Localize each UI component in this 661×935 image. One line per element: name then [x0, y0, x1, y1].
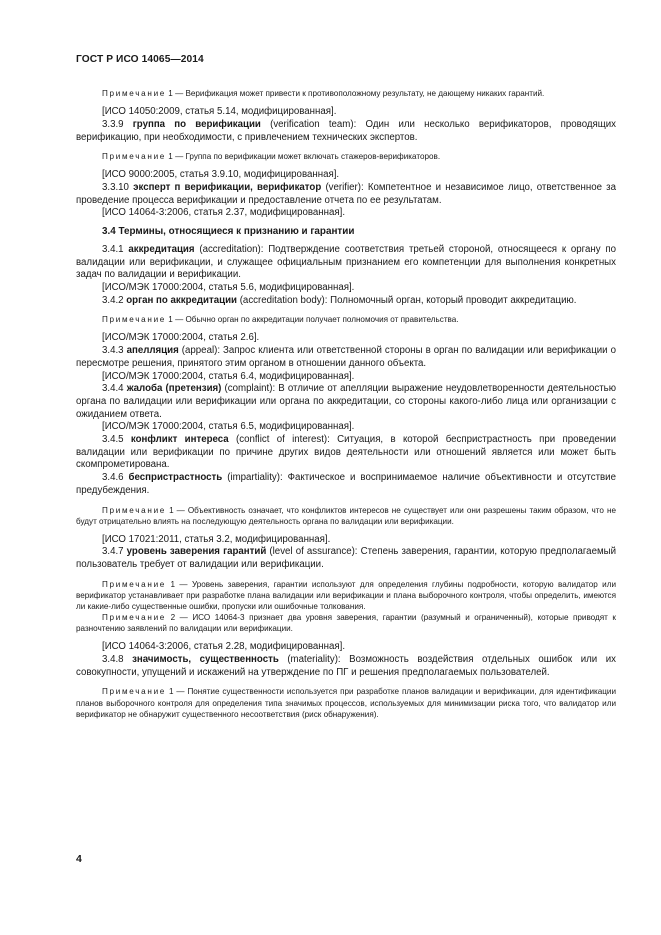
term-3-4-1: 3.4.1 аккредитация (accreditation): Подтверждение соответствия третьей стороной, относящееся к органу по валидации или верификации, и служащее официальным признанием его компетенции для выполнения конкретных задач по валидации и верификации. — [76, 243, 616, 281]
term-name: жалоба (претензия) — [126, 383, 222, 395]
note-label: Примечание — [102, 152, 167, 162]
term-3-4-8: 3.4.8 значимость, существенность (materiality): Возможность воздействия отдельных ошибок или их совокупности, упущений и искажений на утверждение по ПГ и решения предполагаемых пользователей. — [76, 654, 616, 678]
reference: [ИСО/МЭК 17000:2004, статья 2.6]. — [102, 332, 260, 344]
note: Примечание 1 — Понятие существенности используется при разработке планов валидации и верификации, для идентификации планов выборочного контроля для определения типа значимых процессов, используемых для минимизации риска того, что валидатор или верификатор не обнаружит существенного несоответствия (риск обнаружения). — [76, 687, 616, 719]
reference: [ИСО 17021:2011, статья 3.2, модифицированная]. — [102, 533, 331, 545]
term-3-3-10: 3.3.10 эксперт п верификации, верификатор (verifier): Компетентное и независимое лицо, ответственное за проведение процесса верификации и предоставление отчета по ее результатам. — [76, 182, 616, 206]
note-label: Примечание — [102, 613, 167, 623]
note-label: Примечание — [102, 505, 167, 515]
note-label: Примечание — [102, 89, 167, 98]
term-3-4-3: 3.4.3 апелляция (appeal): Запрос клиента или ответственной стороны в орган по валидации или верификации о пересмотре решения, принятого этим органом в отношении данного объекта. — [76, 345, 616, 369]
term-3-4-5: 3.4.5 конфликт интереса (conflict of interest): Ситуация, в которой беспристрастность при проведении валидации или верификации по причине других видов деятельности или отношений является или может быть скомпрометирована. — [76, 434, 616, 471]
reference: [ИСО/МЭК 17000:2004, статья 6.4, модифицированная]. — [102, 370, 355, 382]
reference: [ИСО/МЭК 17000:2004, статья 6.5, модифицированная]. — [102, 421, 355, 433]
term-name: группа по верификации — [132, 118, 261, 130]
note: Примечание 1 — Группа по верификации может включать стажеров-верификаторов. — [102, 152, 441, 162]
page-number: 4 — [76, 853, 82, 865]
note-label: Примечание — [102, 687, 167, 697]
term-name: конфликт интереса — [130, 434, 229, 446]
term-3-4-7: 3.4.7 уровень заверения гарантий (level of assurance): Степень заверения, гарантии, которую предполагаемый пользователь требует от валидации или верификации. — [76, 546, 616, 571]
note: Примечание 1 — Верификация может привести к противоположному результату, не дающему никаких гарантий. — [102, 89, 545, 98]
term-name: апелляция — [126, 345, 179, 357]
term-name: уровень заверения гарантий — [126, 546, 267, 558]
term-name: орган по аккредитации — [126, 294, 238, 306]
term-name: аккредитация — [128, 243, 195, 255]
reference: [ИСО 9000:2005, статья 3.9.10, модифицированная]. — [102, 169, 340, 181]
page-content — [76, 88, 616, 720]
note: Примечание 1 — Уровень заверения, гарантии используют для определения глубины подробности, которую валидатор или верификатор устанавливает при разработке плана валидации или верификации и плана выборочного контроля, чтобы определить, имеются ли какие-либо существенные ошибки, пропуски или ошибочные толкования. — [76, 579, 616, 612]
term-3-4-4: 3.4.4 жалоба (претензия) (complaint): В отличие от апелляции выражение неудовлетворенности деятельностью органа по валидации или верификации или органа по аккредитации, со стороны какого-либо лица или организации с ожиданием ответа. — [76, 383, 616, 420]
reference: [ИСО 14064-3:2006, статья 2.37, модифицированная]. — [102, 207, 346, 219]
note: Примечание 1 — Обычно орган по аккредитации получает полномочия от правительства. — [102, 315, 459, 325]
note: Примечание 1 — Объективность означает, что конфликтов интересов не существует или они разрешены таким образом, что не будут отрицательно влиять на последующую деятельность органа по валидации или верификации. — [76, 505, 616, 526]
note: Примечание 2 — ИСО 14064-3 признает два уровня заверения, гарантии (разумный и ограниченный), которые приводят к разночтению заявлений по валидации или верификации. — [76, 613, 616, 634]
term-name: эксперт п верификации, верификатор — [133, 182, 322, 193]
document-header: ГОСТ Р ИСО 14065—2014 — [76, 54, 204, 65]
note-label: Примечание — [102, 579, 167, 589]
term-3-4-2: 3.4.2 орган по аккредитации (accreditation body): Полномочный орган, который проводит аккредитацию. — [102, 294, 577, 306]
term-3-4-6: 3.4.6 беспристрастность (impartiality): Фактическое и воспринимаемое наличие объективности и отсутствие предубеждения. — [76, 472, 616, 496]
term-3-3-9: 3.3.9 группа по верификации (verification team): Один или несколько верификаторов, проводящих верификацию, при необходимости, с привлечением технических экспертов. — [76, 118, 617, 143]
reference: [ИСО 14050:2009, статья 5.14, модифицированная]. — [102, 106, 337, 118]
reference: [ИСО 14064-3:2006, статья 2.28, модифицированная]. — [102, 641, 346, 653]
note-label: Примечание — [102, 315, 167, 325]
term-name: беспристрастность — [128, 472, 223, 484]
reference: [ИСО/МЭК 17000:2004, статья 5.6, модифицированная]. — [102, 281, 355, 293]
section-heading: 3.4 Термины, относящиеся к признанию и гарантии — [102, 226, 355, 238]
term-name: значимость, существенность — [132, 654, 279, 666]
